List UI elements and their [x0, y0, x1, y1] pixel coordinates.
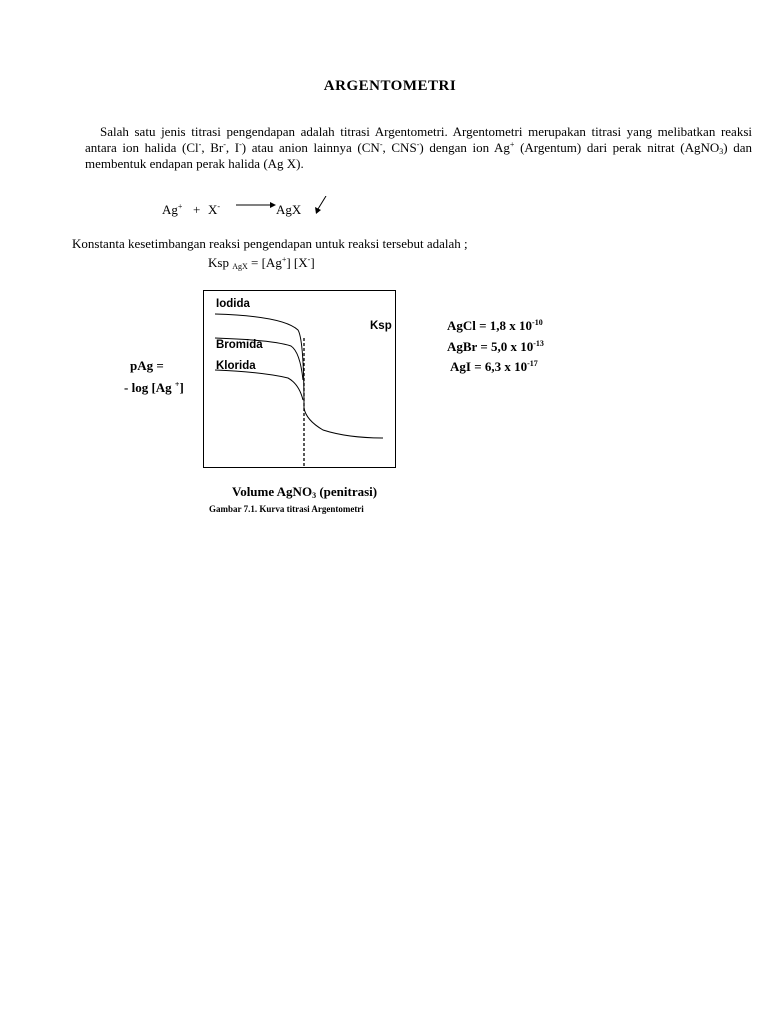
y-axis-label-1: pAg = — [130, 358, 164, 373]
intro-text-1: Salah satu jenis titrasi pengendapan adalah titrasi Argentometri. Argentometri merupakan titrasi yang melibatkan reaksi antara ion halida (Cl — [85, 124, 752, 155]
ksp-value-agbr — [447, 339, 544, 355]
curve-label-bromida: Bromida — [216, 339, 263, 351]
sup: - — [416, 140, 420, 149]
text: X — [208, 202, 218, 217]
text: (penitrasi) — [316, 484, 378, 499]
sup: + — [509, 140, 515, 149]
sup: - — [217, 202, 221, 211]
reaction-operator: + — [193, 202, 201, 217]
sup: + — [177, 202, 183, 211]
sub: 3 — [719, 147, 724, 156]
precipitate-arrow-line — [318, 196, 326, 209]
sup: + — [174, 380, 180, 389]
text: = [Ag — [251, 255, 282, 270]
intro-text-8: ) dan membentuk endapan perak halida (Ag X). — [85, 140, 752, 171]
y-axis-label-2 — [124, 380, 184, 396]
reaction-reactant-x — [208, 202, 220, 218]
text: AgBr = 5,0 x 10 — [447, 339, 534, 354]
sup: -13 — [533, 339, 544, 348]
ksp-formula — [208, 255, 315, 271]
text: AgCl = 1,8 x 10 — [447, 318, 533, 333]
sup: -10 — [532, 318, 543, 327]
sup: - — [239, 140, 242, 149]
sup: - — [307, 255, 311, 264]
text: Ag — [162, 202, 178, 217]
text: Volume AgNO — [232, 484, 313, 499]
figure-caption: Gambar 7.1. Kurva titrasi Argentometri — [209, 504, 364, 514]
ksp-label: Ksp — [370, 320, 392, 332]
sup: - — [379, 140, 383, 149]
sub: AgX — [232, 262, 248, 271]
sup: - — [223, 140, 226, 149]
curve-iodida — [215, 314, 383, 438]
curve-label-iodida: Iodida — [216, 298, 250, 310]
constant-text: Konstanta kesetimbangan reaksi pengendapan untuk reaksi tersebut adalah ; — [72, 236, 468, 251]
page-title: ARGENTOMETRI — [323, 78, 457, 94]
text: Ksp — [208, 255, 229, 270]
plot-frame — [204, 291, 396, 468]
intro-text-6: ) dengan ion Ag — [419, 140, 510, 155]
sup: - — [198, 140, 202, 149]
text: - log [Ag — [124, 380, 172, 395]
intro-text-4: ) atau anion lainnya (CN — [241, 140, 380, 155]
intro-paragraph — [85, 124, 752, 172]
x-axis-label — [232, 484, 377, 500]
intro-text-5: , CNS — [382, 140, 417, 155]
text: AgI = 6,3 x 10 — [450, 359, 528, 374]
text: ] [X — [286, 255, 308, 270]
titration-curve-figure — [203, 290, 397, 469]
sup: -17 — [527, 359, 538, 368]
reaction-reactant-ag — [162, 202, 182, 218]
curve-klorida — [215, 370, 303, 400]
intro-text-3: , I — [225, 140, 240, 155]
text: ] — [310, 255, 315, 270]
curve-label-klorida: Klorida — [216, 360, 256, 372]
sup: + — [281, 255, 287, 264]
sub: 3 — [312, 491, 317, 500]
text: ] — [179, 380, 184, 395]
reaction-product: AgX — [276, 202, 302, 217]
intro-text-7: (Argentum) dari perak nitrat (AgNO — [514, 140, 720, 155]
intro-text-2: , Br — [201, 140, 224, 155]
ksp-value-agi — [450, 359, 538, 375]
ksp-value-agcl — [447, 318, 543, 334]
